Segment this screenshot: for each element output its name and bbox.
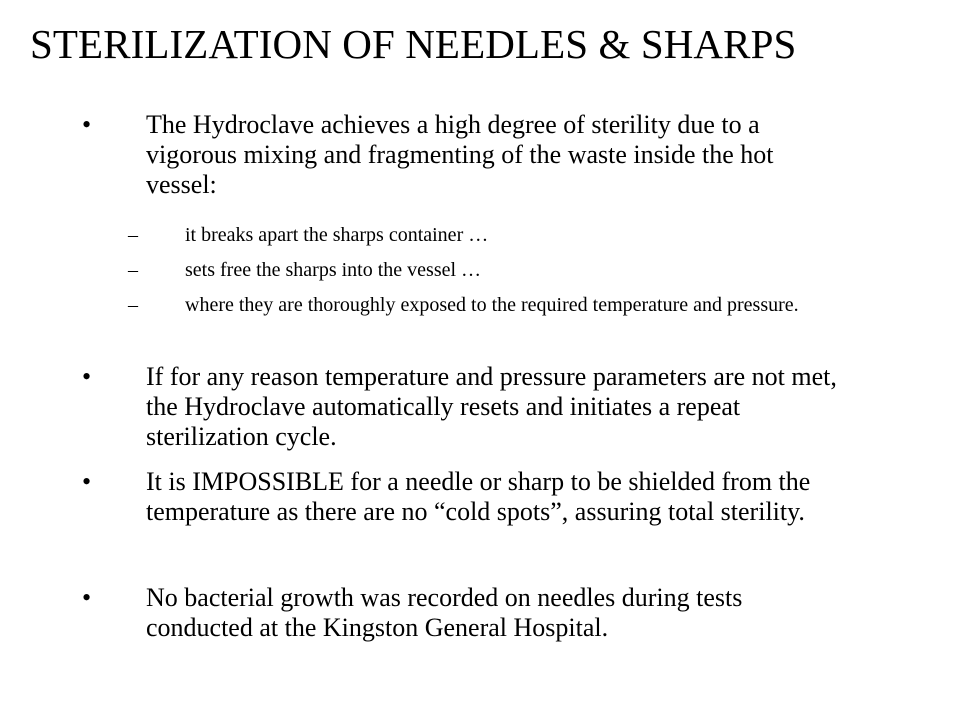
bullet-text: No bacterial growth was recorded on needles during tests conducted at the Kingston General Hospital. bbox=[146, 583, 743, 642]
bullet-text: It is IMPOSSIBLE for a needle or sharp to be shielded from the temperature as there are no “cold spots”, assuring total sterility. bbox=[146, 467, 811, 526]
bullet-marker: • bbox=[82, 362, 92, 391]
sub-bullet-text: where they are thoroughly exposed to the required temperature and pressure. bbox=[185, 294, 799, 316]
bullet-text: The Hydroclave achieves a high degree of sterility due to a vigorous mixing and fragmenting of the waste inside the hot vessel: bbox=[146, 110, 774, 199]
dash-marker: – bbox=[128, 294, 138, 316]
slide-title: STERILIZATION OF NEEDLES & SHARPS bbox=[30, 21, 797, 67]
bullet-marker: • bbox=[82, 583, 92, 612]
dash-marker: – bbox=[128, 259, 138, 281]
bullet-marker: • bbox=[82, 467, 92, 496]
dash-marker: – bbox=[128, 224, 138, 246]
sub-bullet-text: it breaks apart the sharps container … bbox=[185, 224, 489, 246]
sub-bullet-text: sets free the sharps into the vessel … bbox=[185, 259, 482, 281]
bullet-marker: • bbox=[82, 110, 92, 139]
bullet-text: If for any reason temperature and pressure parameters are not met, the Hydroclave automatically resets and initiates a repeat sterilization cycle. bbox=[146, 362, 837, 451]
